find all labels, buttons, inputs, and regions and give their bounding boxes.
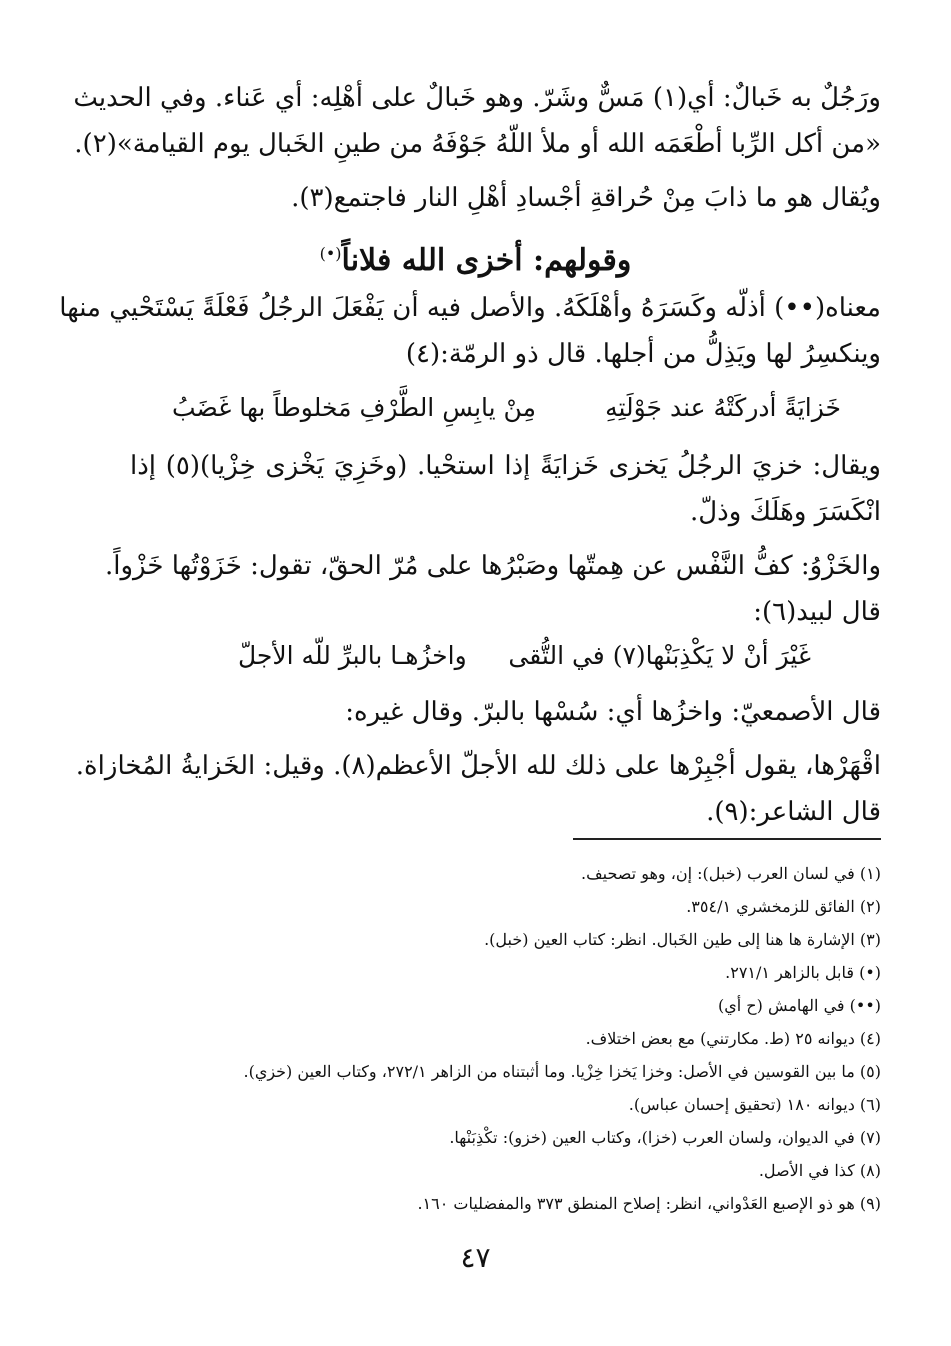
- page-number: ٤٧: [460, 1241, 491, 1274]
- footnote-5: (٥) ما بين القوسين في الأصل: وخزا يَخزا خِزْيا. وما أثبتناه من الزاهر ٢٧٢/١، وكتاب العين (خزي).: [243, 1062, 881, 1081]
- footnote-8: (٨) كذا في الأصل.: [758, 1161, 881, 1180]
- body-line-6: ويقال: خزيَ الرجُلُ يَخزى خَزايَةً إذا استحْيا. (وخَزِيَ يَخْزى خِزْيا)(٥) إذا: [130, 451, 881, 481]
- body-line-5: وينكسِرُ لها ويَذِلُّ من أجلها. قال ذو الرمّة:(٤): [405, 339, 881, 369]
- body-line-8: والخَزْوُ: كفُّ النَّفْس عن هِمتّها وصَبْرُها على مُرّ الحقّ، تقول: خَزَوْتُها خَزْواً.: [104, 551, 881, 581]
- verse2-hemistich-1: غَيْرَ أنْ لا يَكْذِبَنْها(٧) في التُّقى: [508, 641, 811, 670]
- section-heading: [0, 232, 951, 283]
- verse2-hemistich-2: واخزُهـا بالبرِّ للّه الأجلّ: [238, 641, 467, 670]
- body-line-3: ويُقال هو ما ذابَ مِنْ حُراقةِ أجْسادِ أهْلِ النار فاجتمع(٣).: [291, 183, 881, 213]
- body-line-2: «من أكل الرِّبا أطْعَمَه الله أو ملأ اللّهُ جَوْفَهُ من طينِ الخَبال يوم القيامة»(٢).: [74, 129, 881, 159]
- footnote-divider: [573, 838, 881, 840]
- verse1-hemistich-2: مِنْ يابِسِ الطَّرْفِ مَخلوطاً بها غَضَبُ: [172, 393, 536, 422]
- footnote-4: (٤) ديوانه ٢٥ (ط. مكارتني) مع بعض اختلاف.: [585, 1029, 881, 1048]
- footnote-9: (٩) هو ذو الإصبع العَدْواني، انظر: إصلاح المنطق ٣٧٣ والمفضليات ١٦٠.: [417, 1194, 881, 1213]
- body-line-12: قال الشاعر:(٩).: [706, 797, 881, 827]
- footnote-6: (٦) ديوانه ١٨٠ (تحقيق إحسان عباس).: [628, 1095, 881, 1114]
- body-line-1: ورَجُلٌ به خَبالٌ: أي(١) مَسٌّ وشَرّ. وهو خَبالٌ على أهْلِه: أي عَناء. وفي الحديث: [73, 83, 881, 113]
- body-line-7: انْكَسَرَ وهَلَكَ وذلّ.: [690, 497, 881, 527]
- footnote-7: (٧) في الديوان، ولسان العرب (خزا)، وكتاب العين (خزو): تكْذِبَنْها.: [449, 1128, 881, 1147]
- body-line-4: معناه(••) أذلّه وكَسَرَهُ وأهْلَكَهُ. والأصل فيه أن يَفْعَلَ الرجُلُ فَعْلَةً يَسْتَحْيي منها: [59, 293, 881, 323]
- verse1-hemistich-1: خَزايَةً أدركَتْهُ عند جَوْلَتِهِ: [605, 393, 841, 422]
- body-line-9: قال لبيد(٦):: [753, 597, 881, 627]
- section-heading-mark: (•): [319, 244, 342, 263]
- footnote-double-star: (••) في الهامش (ح أي): [717, 996, 881, 1015]
- footnote-1: (١) في لسان العرب (خبل): إن، وهو تصحيف.: [580, 864, 881, 883]
- footnote-star: (•) قابل بالزاهر ٢٧١/١.: [725, 963, 881, 982]
- body-line-10: قال الأصمعيّ: واخزُها أي: سُسْها بالبرّ. وقال غيره:: [345, 697, 881, 727]
- body-line-11: اقْهَرْها، يقول أجْبِرْها على ذلك لله الأجلّ الأعظم(٨). وقيل: الخَزايةُ المُخازاة.: [75, 751, 881, 781]
- footnote-2: (٢) الفائق للزمخشري ٣٥٤/١.: [686, 897, 881, 916]
- section-heading-text: وقولهم: أخزى الله فلاناً: [341, 243, 632, 278]
- footnote-3: (٣) الإشارة ها هنا إلى طين الخَبال. انظر: كتاب العين (خبل).: [484, 930, 881, 949]
